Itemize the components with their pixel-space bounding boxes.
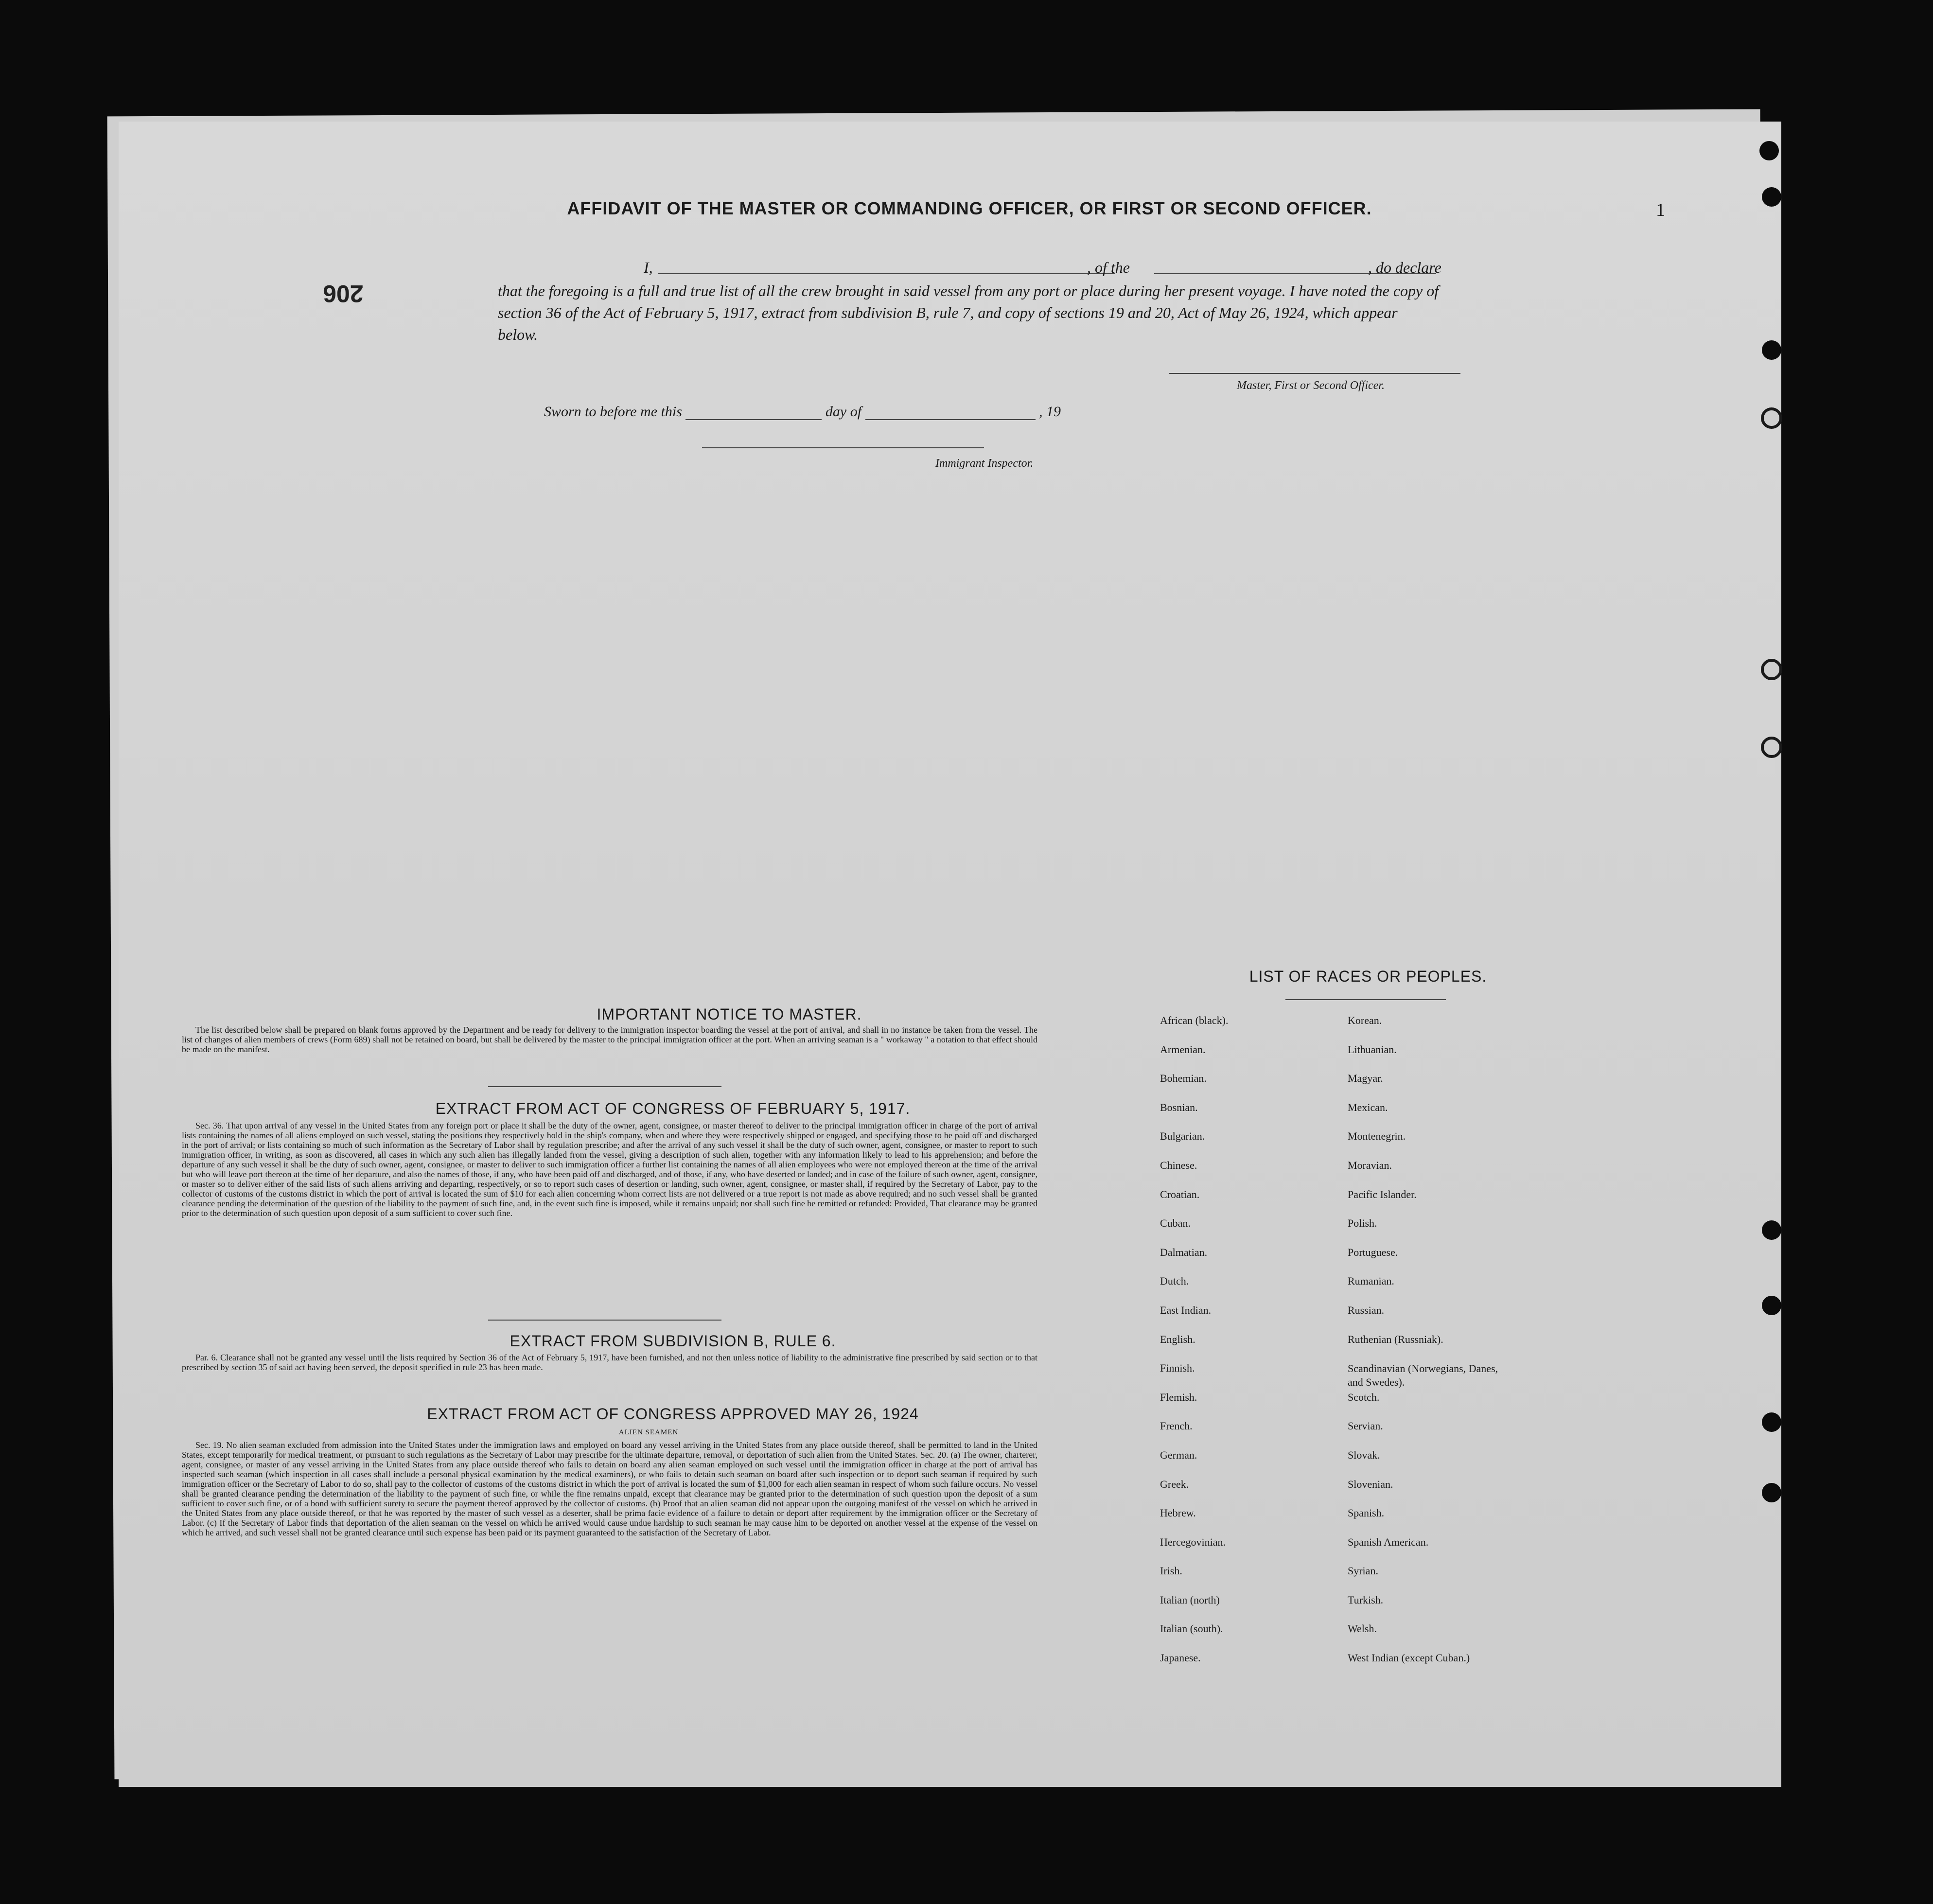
race-item: Finnish. <box>1160 1362 1195 1375</box>
race-item: Slovenian. <box>1348 1478 1393 1490</box>
race-item: Welsh. <box>1348 1622 1377 1635</box>
sworn-line <box>544 404 1061 420</box>
race-item: Hercegovinian. <box>1160 1535 1226 1548</box>
notice-title: IMPORTANT NOTICE TO MASTER. <box>597 1005 862 1023</box>
race-item: Scandinavian (Norwegians, Danes, and Swedes). <box>1348 1362 1498 1389</box>
race-item: Bohemian. <box>1160 1072 1207 1085</box>
race-item: Chinese. <box>1160 1159 1197 1171</box>
race-item: Russian. <box>1348 1304 1385 1316</box>
punch-ring <box>1761 659 1782 680</box>
races-left-column <box>1160 1014 1228 1681</box>
race-item: Servian. <box>1348 1420 1383 1432</box>
inspector-line <box>702 447 984 448</box>
race-item: Syrian. <box>1348 1565 1378 1577</box>
race-item: West Indian (except Cuban.) <box>1348 1652 1470 1664</box>
race-item: Hebrew. <box>1160 1507 1196 1519</box>
notice-text: The list described below shall be prepared on blank forms approved by the Department and be ready for delivery to the immigration inspector boarding the vessel at the port of arrival, and shall in no instance be taken from the vessel. The list of changes of alien members of crews (Form 689) shall not be retained on board, but shall be delivered by the master to the principal immigration officer at the port. When an arriving seaman is a " workaway " a notation to that effect should be made on the manifest. <box>182 1025 1037 1054</box>
punch-hole <box>1762 1296 1781 1315</box>
signature-label: Master, First or Second Officer. <box>1237 379 1385 392</box>
race-item: French. <box>1160 1420 1193 1432</box>
race-item: Bosnian. <box>1160 1101 1198 1113</box>
extract-1917-text: Sec. 36. That upon arrival of any vessel in the United States from any foreign port or place it shall be the duty of the owner, agent, consignee, or master thereof to deliver to the principal immigration officer in charge of the port of arrival lists containing the names of all aliens employed on such vessel, stating the positions they respectively hold in the ship's company, when and where they were respectively shipped or engaged, and specifying those to be paid off and discharged in the port of arrival; or lists containing so much of such information as the Secretary of Labor shall by regulation prescribe; and after the arrival of any such vessel it shall be the duty of such owner, agent, consignee, or master to report to such immigration officer, in writing, as soon as discovered, all cases in which any such alien has illegally landed from the vessel, giving a description of such alien, together with any information likely to lead to his apprehension; and before the departure of any such vessel it shall be the duty of such owner, agent, consignee, or master to deliver to such immigration officer a further list containing the names of all alien employees who were not employed thereon at the time of the arrival but who will leave port thereon at the time of her departure, and also the names of those, if any, who have been paid off and discharged, and of those, if any, who have deserted or landed; and in case of the failure of such owner, agent, consignee, or master so to deliver either of the said lists of such aliens arriving and departing, respectively, or so to report such cases of desertion or landing, such owner, agent, consignee, or master shall, if required by the Secretary of Labor, pay to the collector of customs of the customs district in which the port of arrival is located the sum of $10 for each alien concerning whom correct lists are not delivered or a true report is not made as above required; and no such vessel shall be granted clearance pending the determination of the question of the liability to the payment of such fine, and, in the event such fine is imposed, while it remains unpaid; nor shall such fine be remitted or refunded: Provided, That clearance may be granted prior to the determination of such question upon deposit of a sum sufficient to cover such fine. <box>182 1121 1037 1218</box>
declaration-declare: , do declare <box>1368 259 1441 276</box>
race-item: Dalmatian. <box>1160 1246 1208 1258</box>
race-item: Spanish. <box>1348 1507 1385 1519</box>
race-item: Armenian. <box>1160 1043 1206 1056</box>
race-item: Montenegrin. <box>1348 1130 1406 1143</box>
extract-1924-title: EXTRACT FROM ACT OF CONGRESS APPROVED MAY 26, 1924 <box>427 1405 919 1423</box>
declaration-i: I, <box>644 259 653 276</box>
sworn-year: , 19 <box>1039 404 1061 420</box>
punch-hole <box>1759 141 1779 160</box>
affidavit-title: AFFIDAVIT OF THE MASTER OR COMMANDING OFFICER, OR FIRST OR SECOND OFFICER. <box>567 198 1372 218</box>
race-item: Irish. <box>1160 1565 1182 1577</box>
race-item: Dutch. <box>1160 1275 1189 1287</box>
race-item: Japanese. <box>1160 1652 1201 1664</box>
race-item: Bulgarian. <box>1160 1130 1205 1143</box>
race-item: Scotch. <box>1348 1391 1380 1403</box>
extract-rule6-text: Par. 6. Clearance shall not be granted any vessel until the lists required by Section 36 of the Act of February 5, 1917, have been furnished, and not then unless notice of liability to the administrative fine prescribed by said section or to that prescribed by section 35 of said act having been served, the deposit specified in rule 23 has been made. <box>182 1353 1037 1372</box>
divider <box>488 1320 721 1321</box>
race-item: Lithuanian. <box>1348 1043 1397 1056</box>
divider <box>1285 999 1446 1000</box>
page-number: 1 <box>1656 200 1665 220</box>
punch-hole <box>1762 1483 1781 1502</box>
race-item: Italian (north) <box>1160 1593 1220 1606</box>
race-item: Italian (south). <box>1160 1622 1223 1635</box>
extract-rule6-title: EXTRACT FROM SUBDIVISION B, RULE 6. <box>510 1332 836 1350</box>
extract-1917-title: EXTRACT FROM ACT OF CONGRESS OF FEBRUARY 5, 1917. <box>435 1100 911 1117</box>
document-page <box>119 122 1781 1787</box>
race-item: Pacific Islander. <box>1348 1188 1417 1200</box>
day-blank <box>685 405 822 420</box>
race-item: Flemish. <box>1160 1391 1197 1403</box>
race-item: Rumanian. <box>1348 1275 1394 1287</box>
races-right-column <box>1348 1014 1508 1681</box>
punch-hole <box>1762 1220 1781 1240</box>
race-item: Ruthenian (Russniak). <box>1348 1333 1443 1345</box>
month-blank <box>865 405 1036 420</box>
punch-ring <box>1761 737 1782 758</box>
declaration-line <box>498 257 1470 280</box>
extract-1924-text: Sec. 19. No alien seaman excluded from admission into the United States under the immigration laws and employed on board any vessel arriving in the United States from any place outside thereof, shall be permitted to land in the United States, except temporarily for medical treatment, or pursuant to such regulations as the Secretary of Labor may prescribe for the ultimate departure, removal, or deportation of such alien from the United States. Sec. 20. (a) The owner, charterer, agent, consignee, or master of any vessel arriving in the United States from any place outside thereof who fails to detain on board any alien seaman employed on such vessel until the immigration officer in charge at the port of arrival has inspected such seaman (which inspection in all cases shall include a personal physical examination by the medical examiners), or who fails to detain such seaman on board after such inspection or to deport such seaman if required by such immigration officer or the Secretary of Labor to do so, shall pay to the collector of customs of the customs district in which the port of arrival is located the sum of $1,000 for each alien seaman in respect of whom such failure occurs. No vessel shall be granted clearance pending the determination of the liability to the payment of such fine, or while the fine remains unpaid, except that clearance may be granted prior to the determination of such question upon the deposit of a sum sufficient to cover such fine, or of a bond with sufficient surety to secure the payment thereof approved by the collector of customs. (b) Proof that an alien seaman did not appear upon the outgoing manifest of the vessel on which he arrived in the United States from any place outside thereof, or that he was reported by the master of such vessel as a deserter, shall be prima facie evidence of a failure to detain or deport after requirement by the immigration officer or the Secretary of Labor. (c) If the Secretary of Labor finds that deportation of the alien seaman on the vessel on which he arrived would cause undue hardship to such seaman he may cause him to be deported on another vessel at the expense of the vessel on which he arrived, and such vessel shall not be granted clearance until such expense has been paid or its payment guaranteed to the satisfaction of the Secretary of Labor. <box>182 1440 1037 1537</box>
race-item: Portuguese. <box>1348 1246 1398 1258</box>
name-blank <box>658 259 1115 274</box>
race-item: Slovak. <box>1348 1448 1380 1461</box>
punch-ring <box>1761 407 1782 429</box>
races-title: LIST OF RACES OR PEOPLES. <box>1249 968 1487 985</box>
race-item: Korean. <box>1348 1014 1382 1026</box>
signature-line <box>1169 373 1460 374</box>
sworn-text: Sworn to before me this <box>544 404 682 420</box>
race-item: East Indian. <box>1160 1304 1212 1316</box>
race-item: Croatian. <box>1160 1188 1200 1200</box>
declaration-body: that the foregoing is a full and true list of all the crew brought in said vessel from any port or place during her present voyage. I have noted the copy of section 36 of the Act of February 5, 1917, extract from subdivision B, rule 7, and copy of sections 19 and 20, Act of May 26, 1924, which appear below. <box>498 282 1439 343</box>
divider <box>488 1086 721 1087</box>
race-item: Moravian. <box>1348 1159 1392 1171</box>
stamp-number: 206 <box>323 280 364 307</box>
declaration-of: , of the <box>1087 259 1130 276</box>
punch-hole <box>1762 1412 1781 1432</box>
race-item: Magyar. <box>1348 1072 1383 1085</box>
extract-1924-subtitle: ALIEN SEAMEN <box>618 1428 679 1436</box>
race-item: Cuban. <box>1160 1217 1191 1230</box>
race-item: English. <box>1160 1333 1195 1345</box>
race-item: German. <box>1160 1448 1197 1461</box>
race-item: Greek. <box>1160 1478 1189 1490</box>
punch-hole <box>1762 187 1781 207</box>
punch-hole <box>1762 340 1781 360</box>
affidavit-declaration <box>498 257 1470 346</box>
race-item: African (black). <box>1160 1014 1229 1026</box>
race-item: Mexican. <box>1348 1101 1388 1113</box>
inspector-label: Immigrant Inspector. <box>935 457 1034 470</box>
race-item: Polish. <box>1348 1217 1377 1230</box>
race-item: Turkish. <box>1348 1593 1384 1606</box>
sworn-day-of: day of <box>825 404 862 420</box>
race-item: Spanish American. <box>1348 1535 1429 1548</box>
